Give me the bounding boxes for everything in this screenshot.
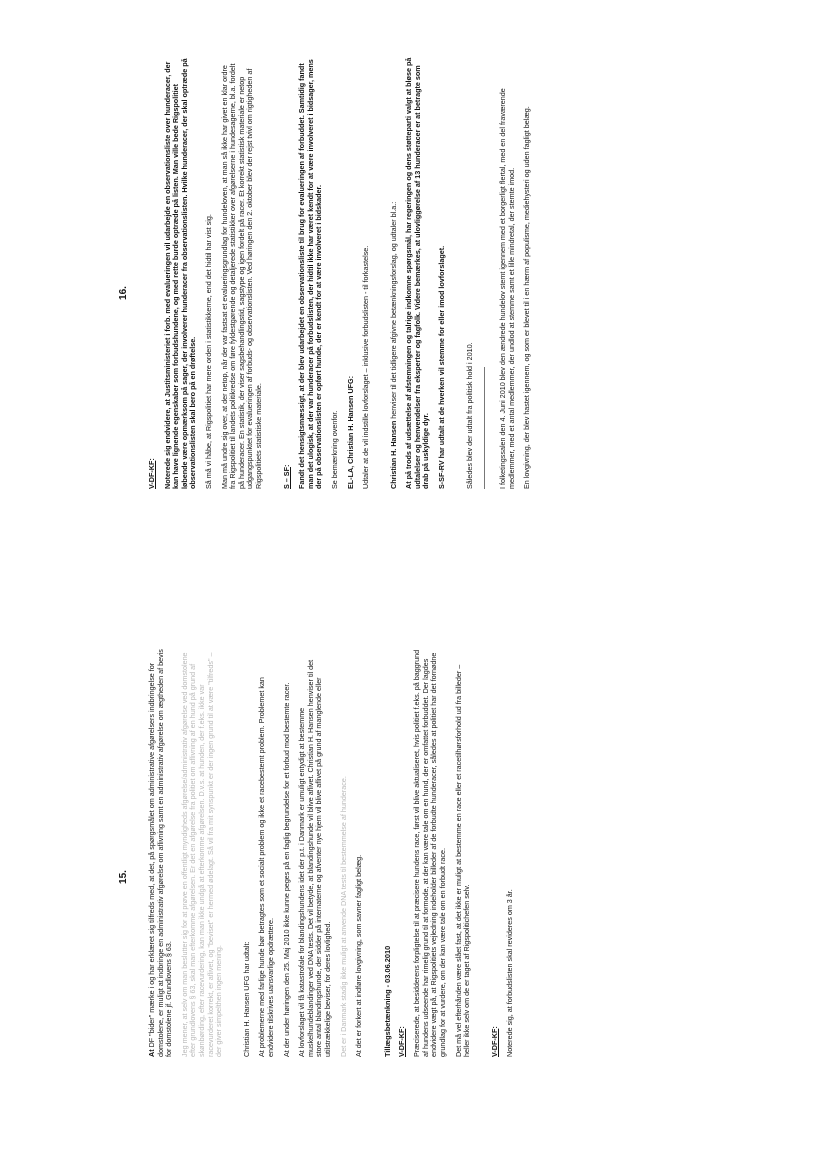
- party-label: [148, 57, 157, 489]
- section-heading: Tillægsbetænkning - 03.06.2010: [382, 945, 392, 1057]
- paragraph: Således blev der udtalt fra politisk hold i 2010.: [464, 342, 474, 489]
- party-label: [283, 57, 292, 489]
- paragraph-text: henviser til det tidligere afgivne betænkningsforslag, og udtaler bl.a.:: [388, 201, 398, 421]
- paragraph: At det er forkert at indføre lovgivning, som savner fagligt belæg.: [354, 854, 364, 1057]
- party-name: S – SF: [281, 467, 291, 489]
- paragraph: At problemerne med farlige hunde bør betragtes som et socialt problem og ikke et racebestemt problem. Problemet kan endvidere tilskrives uansvarlige opdrættere.: [257, 677, 275, 1057]
- paragraph-text: DF "bider" mærke i og har erklæret sig tilfreds med, at det, på spørgsmålet om administrative afgørelsers indbringelse for domstolene, er muligt at indbringe en administrativ afgørelse om aflivning samt en administrativ afgørelse om ægtheden af bevis for domstolene jf. Grundlovens § 63.: [147, 649, 174, 1057]
- party-name: V-DF-KF: [147, 460, 156, 489]
- paragraph: Se bemærkning ovenfor.: [329, 410, 339, 489]
- faint-comment: Det er i Danmark stadig ikke muligt at anvende DNA tests til bestemmelse af hunderace.: [338, 776, 348, 1057]
- spacer: [479, 649, 491, 1057]
- party-name: V-DF-KF: [489, 1028, 499, 1057]
- spacer: [371, 649, 383, 1057]
- colon: :: [281, 464, 291, 468]
- divider: [484, 367, 485, 489]
- paragraph: At på trods af udsættelse af afstemningen og talrige indkomne spørgsmål, har regeringen og dens støtteparti valgt at bløse på udtalelser og henvendelser fra eksperter og fagfolk. Videre bemærkes, at ulovliggørelse af 13 hunderacer er at betragte som drab på uskyldige dyr.: [404, 57, 431, 489]
- paragraph: En lovgivning, der blev hastet igennem, og som er blevet til i en hærm af populisme, mediehysteri og uden fagligt belæg.: [522, 106, 532, 489]
- paragraph: S-SF-RV har udtalt at de hverken vil stemme for eller imod lovforslaget.: [437, 245, 447, 489]
- spacer: [454, 57, 466, 489]
- paragraph: Så må vi håbe, at Rigspolitiet har mere orden i statistikkerne, end det hidtil har vist sig.: [203, 214, 213, 489]
- party-name: V-DF-KF: [396, 1028, 406, 1057]
- paragraph: At lovforslaget vil få katastrofale for blandingshundens idet der p.t. i Danmark er umuligt entydigt at bestemme muskelhundeblandinger ved DNA tests. Det vil betyde, at blandingshunde vil blive aflivet. Christian H. Hansen henviser til det store antal blandingshunde, der sidder på internaterne og afventer nye hjem vil blive aflivet på grund af manglende eller utilstrækkelige beviser, for deres lovlighed.: [297, 659, 332, 1057]
- paragraph: I folketingssalen den 4. Juni 2010 blev den ændrede hundelov stemt igennem med et borgerligt flertal, med en del fraværende medlemmer, med et antal medlemmer, der undlod at stemme samt et lille mindretal, der stemte imod.: [498, 88, 516, 489]
- page-15: [0, 585, 828, 1169]
- paragraph: Præciserede, at besidderens forpligtelse til at præcisere hundens race, først vil blive aktualiseret, hvis politiet f.eks. på baggrund af hundens udseende har rimelig grund til at formode, at der kan være tale om en hund, der er omfattet forbuddet. Der lagdes endvidere vægt på, at Rigspolitiets vejledning indeholder billeder af de forbudte hunderacer, således at politiet har det fornødne grundlag for at vurdere, om der kan være tale om en forbudt race.: [412, 649, 448, 1057]
- page-16: [0, 1, 828, 585]
- spacer: [231, 649, 243, 1057]
- party-label: [398, 649, 407, 1057]
- paragraph: Christian H. Hansen UFG har udtalt:: [241, 941, 251, 1057]
- paragraph: Noterede sig endvidere, at Justitsministeriet i forb. med evalueringen vil udarbejde en observationsliste over hunderacer, der kan have lignende egenskaber som forbudshundene, og med rette burde optræde på listen. Man ville bede Rigspolitiet løbende være opmærksom på sager, der involverer hunderacer fra observationslisten. Hvilke hunderacer, der skal optræde på observationslisten skal bero på en drøftelse.: [162, 58, 198, 489]
- page-16-body: [148, 57, 539, 489]
- paragraph: Udtaler at de vil indstille lovforslaget – inklusive forbudslisten - til forkastelse.: [361, 245, 371, 489]
- spacer: [271, 57, 283, 489]
- paragraph: EL-LA, Christian H. Hansen UFG:: [345, 375, 355, 489]
- paragraph: [390, 57, 399, 489]
- page-15-body: [148, 649, 522, 1057]
- lead-word: At: [147, 1049, 156, 1057]
- colon: :: [489, 1026, 499, 1029]
- colon: :: [147, 458, 156, 461]
- paragraph: At der under høringen den 25. Maj 2010 ikke kunne peges på en faglig begrundelse for et forbud mod bestemte racer.: [281, 682, 291, 1057]
- paragraph: [148, 649, 174, 1057]
- faint-comment: Jeg mener, at selv om man beslutter sig for at prøve en offentligt myndigheds afgørelse/administrativ afgørelse ved domstolene efter grundlovens § 63, skal man efterkomme afgørelsen. Er det en afgørelse fra politiet om aflivning af en hund på grund af skønbørding, efter racevurdering, kan man ikke undgå at efterkomme afgørelsen. D.v.s. at hunden, der f.eks. ikke var racevurderet korrekt, er aflivet, og "beviset" er hermed ødelagt. Så vil fra mit synspunkt er der ingen grund til at være "tilfreds" – der giver simpelthen ingen mening.: [179, 652, 224, 1057]
- paragraph: Det må vel efterhånden være slået fast, at det ikke er muligt at bestemme en race eller et racetilhørsforhold ud fra billeder – heller ikke selv om de er taget af Rigspolitichefen selv.: [453, 664, 472, 1057]
- paragraph: Noterede sig, at forbudslisten skal revideres om 3 år.: [505, 889, 515, 1057]
- paragraph: Man må undre sig over, at der netop, når der var fastsat et evalueringsgrundlag for hundeloven, at man så ikke har givet en klar ordre fra Rigspolitiet til landets politikredse om føre fyldestgørende og detaljerede statistikker over afgørelserne i hundesagerne, bl.a. fordelt på hunderacer. En statistik, der viser sagsbehandlingstid, sagstype og igen fordelt på racer. Et korrekt statistisk materiale er netop udgangspunktet for evalueringen af forbuds- og observationslisten. Ved høringen den 2. oktober blev der rejst tvivl om rigtigheden af Rigspolitiets statistiske materiale.: [219, 63, 263, 489]
- page-number: 15.: [118, 870, 129, 884]
- person-name: Christian H. Hansen: [388, 420, 398, 489]
- page-number: 16.: [118, 286, 129, 300]
- paragraph: Fandt det hensigtsmæssigt, at der blev udarbejdet en observationsliste til brug for evalueringen af forbuddet. Samtidig fandt man det ulogisk, at der var hunderacer på forbudslisten, der hidtil ikke har været kendt for at være involveret i bidsager, mens der på observationslisten er opført hunde, der er kendt for at være involveret i bidskader.: [297, 59, 324, 489]
- colon: :: [396, 1026, 406, 1029]
- party-label: [491, 649, 500, 1057]
